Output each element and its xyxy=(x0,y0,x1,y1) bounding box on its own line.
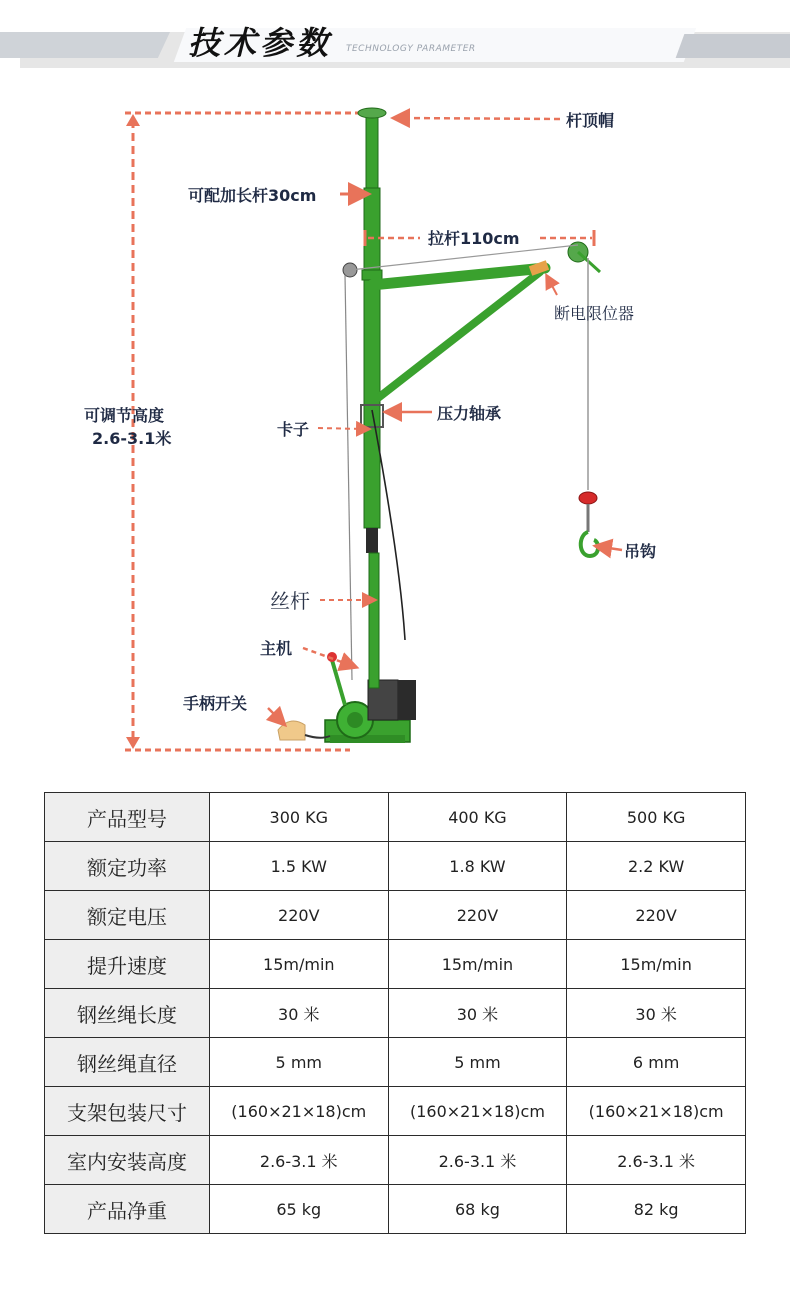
label-boom: 拉杆110cm xyxy=(428,229,520,248)
label-height: 可调节高度 xyxy=(84,406,165,425)
table-cell: 30 米 xyxy=(567,989,746,1038)
label-extension: 可配加长杆30cm xyxy=(188,186,317,205)
table-cell: 300 KG xyxy=(209,793,388,842)
table-cell: 2.6-3.1 米 xyxy=(567,1136,746,1185)
table-cell: (160×21×18)cm xyxy=(388,1087,567,1136)
row-label: 产品型号 xyxy=(45,793,210,842)
table-cell: 15m/min xyxy=(209,940,388,989)
table-cell: 1.5 KW xyxy=(209,842,388,891)
table-cell: 68 kg xyxy=(388,1185,567,1234)
table-cell: 1.8 KW xyxy=(388,842,567,891)
crane-base xyxy=(278,652,416,743)
label-cap: 杆顶帽 xyxy=(566,111,615,130)
banner-right-shape xyxy=(676,34,790,58)
table-cell: (160×21×18)cm xyxy=(567,1087,746,1136)
label-motor: 主机 xyxy=(260,639,293,658)
crane-diagram xyxy=(0,80,790,780)
table-cell: 500 KG xyxy=(567,793,746,842)
label-screw: 丝杆 xyxy=(270,589,310,613)
row-label: 提升速度 xyxy=(45,940,210,989)
table-cell: 400 KG xyxy=(388,793,567,842)
label-bearing: 压力轴承 xyxy=(437,404,502,423)
label-hook: 吊钩 xyxy=(624,542,657,561)
table-row xyxy=(45,1038,746,1087)
table-cell: (160×21×18)cm xyxy=(209,1087,388,1136)
table-cell: 2.6-3.1 米 xyxy=(209,1136,388,1185)
label-limit-switch: 断电限位器 xyxy=(554,304,635,323)
table-cell: 5 mm xyxy=(209,1038,388,1087)
row-label: 额定功率 xyxy=(45,842,210,891)
table-cell: 220V xyxy=(388,891,567,940)
table-cell: 2.6-3.1 米 xyxy=(388,1136,567,1185)
spec-table-body xyxy=(45,793,746,1234)
table-row xyxy=(45,891,746,940)
spec-table xyxy=(44,792,746,1234)
label-handle-switch: 手柄开关 xyxy=(183,694,248,713)
table-row xyxy=(45,1087,746,1136)
table-row xyxy=(45,1185,746,1234)
page-subtitle: TECHNOLOGY PARAMETER xyxy=(346,44,476,54)
row-label: 支架包装尺寸 xyxy=(45,1087,210,1136)
table-cell: 5 mm xyxy=(388,1038,567,1087)
row-label: 室内安装高度 xyxy=(45,1136,210,1185)
table-row xyxy=(45,989,746,1038)
table-cell: 220V xyxy=(567,891,746,940)
table-row xyxy=(45,1136,746,1185)
table-cell: 65 kg xyxy=(209,1185,388,1234)
label-clamp: 卡子 xyxy=(277,420,310,439)
row-label: 产品净重 xyxy=(45,1185,210,1234)
table-cell: 220V xyxy=(209,891,388,940)
table-cell: 15m/min xyxy=(388,940,567,989)
row-label: 额定电压 xyxy=(45,891,210,940)
table-cell: 15m/min xyxy=(567,940,746,989)
page-title: 技术参数 xyxy=(188,24,333,62)
table-cell: 30 米 xyxy=(388,989,567,1038)
row-label: 钢丝绳直径 xyxy=(45,1038,210,1087)
table-cell: 82 kg xyxy=(567,1185,746,1234)
row-label: 钢丝绳长度 xyxy=(45,989,210,1038)
banner-left-shape xyxy=(0,32,170,58)
table-row xyxy=(45,793,746,842)
table-row xyxy=(45,940,746,989)
table-cell: 2.2 KW xyxy=(567,842,746,891)
table-row xyxy=(45,842,746,891)
table-cell: 6 mm xyxy=(567,1038,746,1087)
label-height-range: 2.6-3.1米 xyxy=(92,429,172,448)
table-cell: 30 米 xyxy=(209,989,388,1038)
